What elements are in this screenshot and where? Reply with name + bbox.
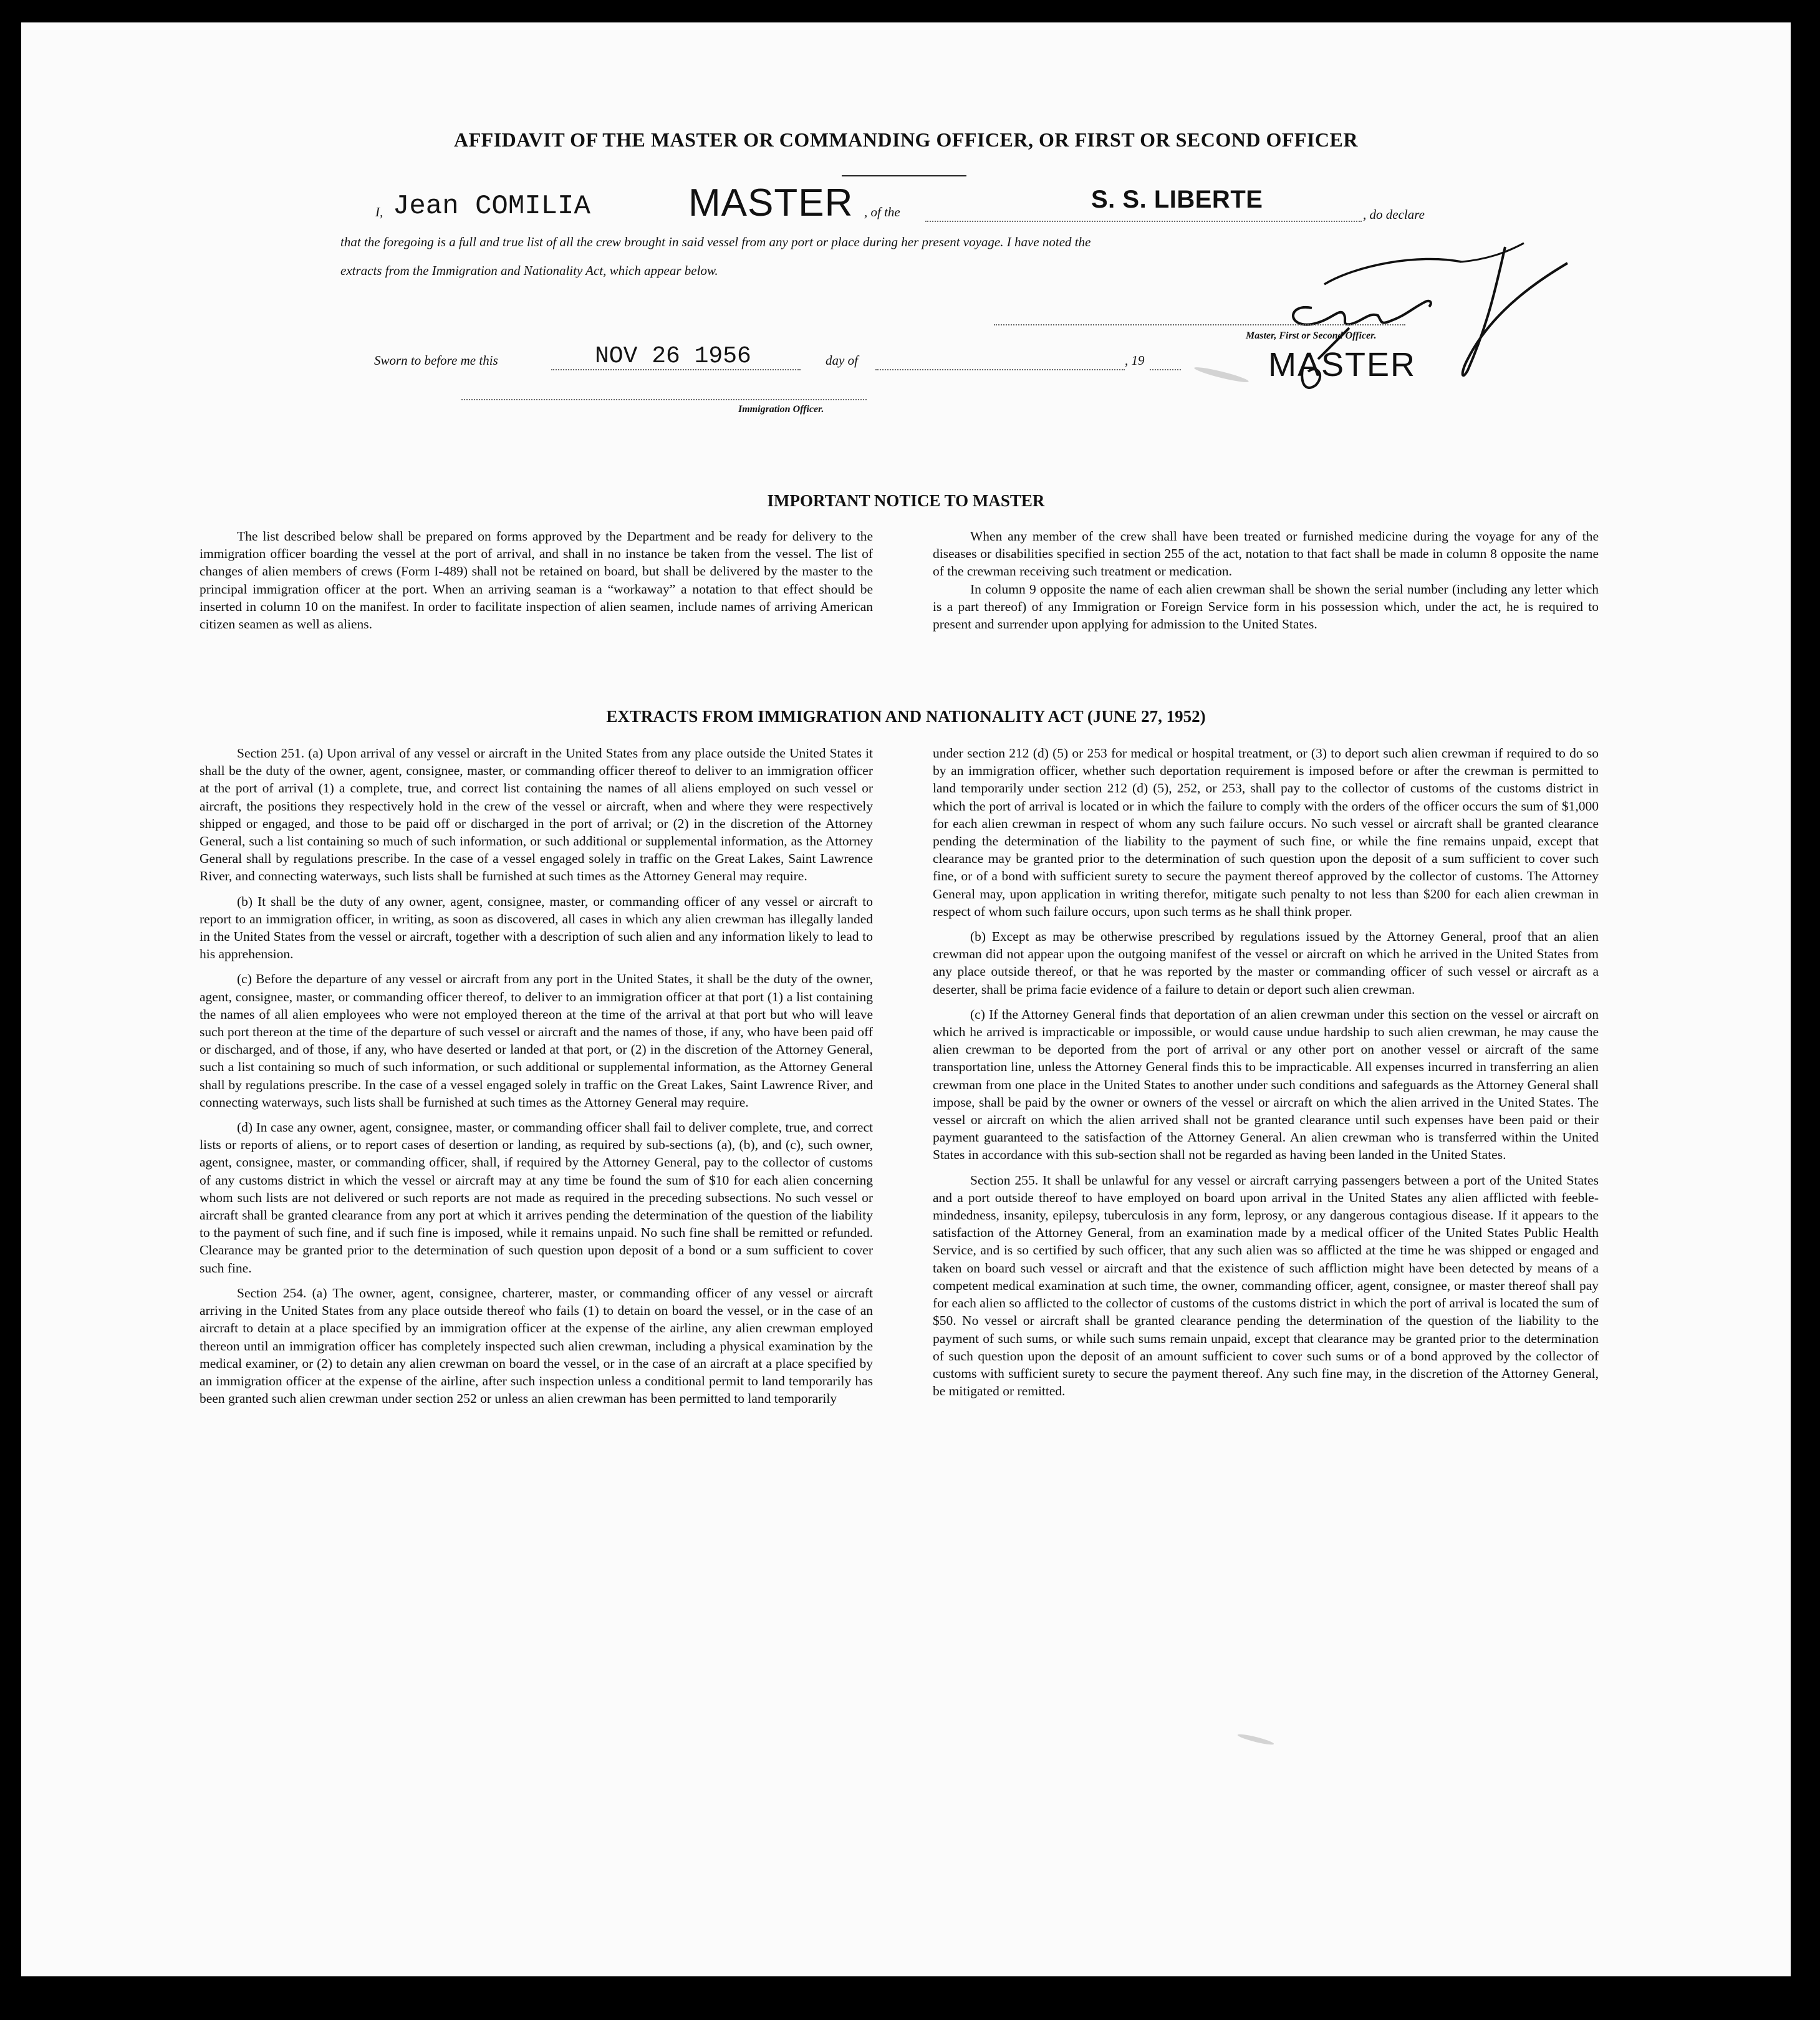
- affidavit-title: AFFIDAVIT OF THE MASTER OR COMMANDING OFFICER, OR FIRST OR SECOND OFFICER: [454, 128, 1358, 151]
- sworn-label: Sworn to before me this: [374, 353, 498, 368]
- day-of-label: day of: [826, 353, 858, 368]
- extracts-right-column: [933, 744, 1599, 1400]
- notice-title: IMPORTANT NOTICE TO MASTER: [767, 491, 1045, 510]
- do-declare-label: , do declare: [1363, 207, 1425, 222]
- officer-signature-line: [461, 399, 867, 400]
- section-251-c: (c) Before the departure of any vessel or aircraft from any port in the United States, it shall be the duty of the owner, agent, consignee, master, or commanding officer thereof, to deliver to an immigration officer at that port (1) a list containing the names of all alien employees who were not employed thereon at the time of the arrival at that port but who will leave such port thereon at the time of the departure of such vessel or aircraft and the names of those, if any, who have been paid off or discharged, and of those, if any, who have deserted or landed at that port, or (2) in the discretion of the Attorney General, such a list containing so much of such information, or such additional or supplemental information, as the Attorney General shall by regulations prescribe. In the case of a vessel engaged solely in traffic on the Great Lakes, Saint Lawrence River, and connecting waterways, such lists shall be furnished at such times as the Attorney General may require.: [200, 971, 873, 1110]
- scan-smudge: [1237, 1733, 1274, 1746]
- year-line: [1150, 369, 1181, 370]
- master-stamp: MASTER: [1268, 346, 1417, 383]
- section-255: Section 255. It shall be unlawful for any vessel or aircraft carrying passengers between a port of the United States and a port outside thereof to have employed on board upon arrival in the United States any alien afflicted with feeble-mindedness, insanity, epilepsy, tuberculosis in any form, leprosy, or any dangerous contagious disease. If it appears to the satisfaction of the Attorney General, from an examination made by a medical officer of the United States Public Health Service, and is so certified by such officer, that any such alien was so afflicted at the time he was shipped or engaged and taken on board such vessel or aircraft and that the existence of such affliction might have been detected by means of a competent medical examination at such time, the owner, commanding officer, agent, consignee, or master thereof shall pay for each alien so afflicted to the collector of customs of the customs district in which the port of arrival is located the sum of $50. No vessel or aircraft shall be granted clearance pending the determination of the question of the liability to the payment of such sums, or while such sums remain unpaid, except that clearance may be granted prior to the determination of such question upon the deposit of an amount sufficient to cover such sums or of a bond approved by the collector of customs with sufficient surety to secure the payment thereof. Any such fine may, in the discretion of the Attorney General, be mitigated or remitted.: [933, 1172, 1599, 1399]
- notice-left-column: [200, 527, 873, 633]
- title-underline: [842, 175, 966, 176]
- notice-right-paragraph-1: When any member of the crew shall have been treated or furnished medicine during the voyage for any of the diseases or disabilities specified in section 255 of the act, notation to that fact shall be made in column 8 opposite the name of the crewman receiving such treatment or medication.: [933, 529, 1599, 579]
- extracts-title: EXTRACTS FROM IMMIGRATION AND NATIONALITY ACT (JUNE 27, 1952): [606, 707, 1206, 726]
- section-251-b: (b) It shall be the duty of any owner, agent, consignee, master, or commanding officer of any vessel or aircraft to report to an immigration officer, in writing, as soon as discovered, all cases in which any alien crewman has illegally landed in the United States from the vessel or aircraft, together with a description of such alien and any information likely to lead to his apprehension.: [200, 893, 873, 962]
- officer-caption: Immigration Officer.: [738, 404, 824, 415]
- section-254-a-continued: under section 212 (d) (5) or 253 for medical or hospital treatment, or (3) to deport such alien crewman if required to do so by an immigration officer, whether such deportation requirement is imposed before or after the crewman is permitted to land temporarily under section 212 (d) (5), 252, or 253, shall pay to the collector of customs of the customs district in which the port of arrival is located or in which the failure to comply with the orders of the officer occurs the sum of $1,000 for each alien crewman in respect of whom any such failure occurs. No such vessel or aircraft shall be granted clearance pending the determination of the liability to the payment of such fine, or while the fine remains unpaid, except that clearance may be granted prior to the determination of such question upon the deposit of a sum sufficient to cover such fine, or of a bond with sufficient surety to secure the payment thereof approved by the collector of customs. The Attorney General may, upon application in writing therefor, mitigate such penalty to not less than $200 for each alien crewman in respect of whom such failure occurs, upon such terms as he shall think proper.: [933, 746, 1599, 919]
- section-251-d: (d) In case any owner, agent, consignee, master, or commanding officer shall fail to deliver complete, true, and correct lists or reports of aliens, or to report cases of desertion or landing, as required by sub-sections (a), (b), and (c), such owner, agent, consignee, master, or commanding officer, shall, if required by the Attorney General, pay to the collector of customs of any customs district in which the vessel or aircraft may at any time be found the sum of $10 for each alien concerning whom such lists are not delivered or such reports are not made as required in the preceding subsections. No such vessel or aircraft shall be granted clearance from any port at which it arrives pending the determination of the question of the liability to the payment of such fine, and if such fine is imposed, while it remains unpaid. No such fine shall be remitted or refunded. Clearance may be granted prior to the determination of such question upon deposit of a bond or a sum sufficient to cover such fine.: [200, 1120, 873, 1276]
- document-page: [21, 22, 1791, 1976]
- i-label: I,: [375, 204, 383, 219]
- section-254-a: Section 254. (a) The owner, agent, consignee, charterer, master, or commanding officer of any vessel or aircraft arriving in the United States from any place outside thereof who fails (1) to detain on board the vessel, or in the case of an aircraft to detain at a place specified by an immigration officer at the expense of the airline, any alien crewman employed thereon until an immigration officer has completely inspected such alien crewman, including a physical examination by the medical examiner, or (2) to detain any alien crewman on board the vessel, or in the case of an aircraft at a place specified by an immigration officer at the expense of the airline, after such inspection unless a conditional permit to land temporarily has been granted such alien crewman under section 252 or unless an alien crewman has been permitted to land temporarily: [200, 1285, 873, 1407]
- section-254-b: (b) Except as may be otherwise prescribed by regulations issued by the Attorney General, proof that an alien crewman did not appear upon the outgoing manifest of the vessel or aircraft on which he arrived in the United States from any place outside thereof, or that he was reported by the master or commanding officer of such vessel or aircraft as a deserter, shall be prima facie evidence of a failure to detain or deport such alien crewman.: [933, 929, 1599, 997]
- signature-caption: Master, First or Second Officer.: [1246, 330, 1377, 341]
- section-251-a: Section 251. (a) Upon arrival of any vessel or aircraft in the United States from any place outside the United States it shall be the duty of the owner, agent, consignee, master, or commanding officer thereof to deliver to an immigration officer at the port of arrival (1) a complete, true, and correct list containing the names of all aliens employed on such vessel or aircraft, the positions they respectively hold in the crew of the vessel or aircraft, when and where they were respectively shipped or engaged, and those to be paid off or discharged in the port of arrival; or (2) in the discretion of the Attorney General, such a list containing so much of such information, or such additional or supplemental information, as the Attorney General shall by regulations prescribe. In the case of a vessel engaged solely in traffic on the Great Lakes, Saint Lawrence River, and connecting waterways, such lists shall be furnished at such times as the Attorney General may require.: [200, 746, 873, 884]
- notice-right-column: [933, 527, 1599, 633]
- signature-line: [994, 324, 1405, 325]
- declarant-name: Jean COMILIA: [393, 191, 590, 222]
- declarant-title: MASTER: [688, 181, 854, 224]
- extracts-left-column: [200, 744, 873, 1407]
- section-254-c: (c) If the Attorney General finds that deportation of an alien crewman under this section on the vessel or aircraft on which he arrived is impracticable or impossible, or would cause undue hardship to such alien crewman, he may cause the alien crewman to be deported from the port of arrival or any other port on another vessel or aircraft of the same transportation line, unless the Attorney General finds this to be impracticable. All expenses incurred in transferring an alien crewman from one place in the United States to another under such conditions and safeguards as the Attorney General shall impose, shall be paid by the owner or owners of the vessel or aircraft on which the alien arrived in the United States. The vessel or aircraft on which the alien arrived shall not be granted clearance until such expenses have been paid or their payment guaranteed to the satisfaction of the Attorney General. An alien crewman who is transferred within the United States in accordance with this sub-section shall not be regarded as having been landed in the United States.: [933, 1006, 1599, 1163]
- statement-line-2: extracts from the Immigration and Nationality Act, which appear below.: [340, 263, 718, 278]
- statement-line-1: that the foregoing is a full and true list of all the crew brought in said vessel from any port or place during her present voyage. I have noted the: [340, 234, 1091, 249]
- sworn-date: NOV 26 1956: [595, 343, 751, 370]
- of-the-label: , of the: [864, 204, 900, 219]
- year-label: , 19: [1125, 353, 1145, 368]
- vessel-name: S. S. LIBERTE: [1091, 186, 1263, 213]
- notice-left-paragraph: The list described below shall be prepared on forms approved by the Department and be ready for delivery to the immigration officer boarding the vessel at the port of arrival, and shall in no instance be taken from the vessel. The list of changes of alien members of crews (Form I-489) shall not be retained on board, but shall be delivered by the master to the principal immigration officer at the port. When an arriving seaman is a “workaway” a notation to that effect should be inserted in column 10 on the manifest. In order to facilitate inspection of alien seamen, include names of arriving American citizen seamen as well as aliens.: [200, 529, 873, 632]
- day-of-line: [875, 369, 1125, 370]
- notice-right-paragraph-2: In column 9 opposite the name of each alien crewman shall be shown the serial number (including any letter which is a part thereof) of any Immigration or Foreign Service form in his possession which, under the act, he is required to present and surrender upon applying for admission to the United States.: [933, 581, 1599, 632]
